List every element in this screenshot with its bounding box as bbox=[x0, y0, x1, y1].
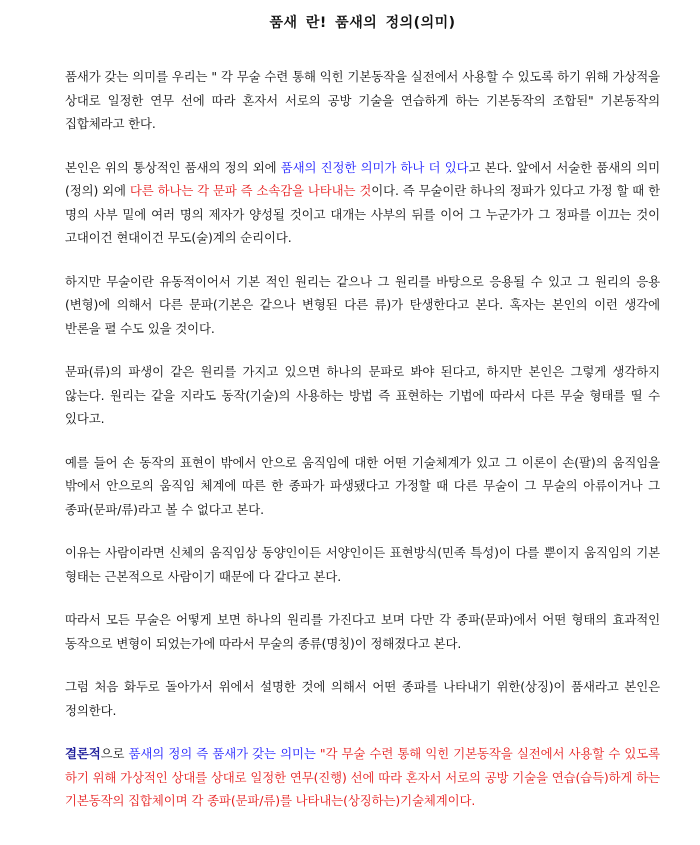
paragraph-9-conclusion bbox=[65, 742, 660, 813]
paragraph-4: 문파(류)의 파생이 같은 원리를 가지고 있으면 하나의 문파로 봐야 된다고, 하지만 본인은 그렇게 생각하지 않는다. 원리는 같을 지라도 동작(기술)의 사용하는 방법 즉 표현하는 기법에 따라서 다른 무술 형태를 띨 수 있다고. bbox=[65, 364, 660, 426]
paragraph-9-text-b: 으로 bbox=[100, 746, 129, 761]
paragraph-3: 하지만 무술이란 유동적이어서 기본 적인 원리는 같으나 그 원리를 바탕으로 응용될 수 있고 그 원리의 응용(변형)에 의해서 다른 문파(기본은 같으나 변형된 다른 류)가 탄생한다고 본다. 혹자는 본인의 이런 생각에 반론을 펼 수도 있을 것이다. bbox=[65, 273, 660, 336]
paragraph-5: 예를 들어 손 동작의 표현이 밖에서 안으로 움직임에 대한 어떤 기술체계가 있고 그 이론이 손(팔)의 움직임을 밖에서 안으로의 움직임 체계에 따른 한 종파가 파생됐다고 가정할 때 다른 무술이 그 무술의 아류이거나 그 종파(문파/류)라고 볼 수 없다고 본다. bbox=[65, 454, 660, 517]
conclusion-label: 결론적 bbox=[65, 746, 101, 761]
paragraph-7: 따라서 모든 무술은 어떻게 보면 하나의 원리를 가진다고 보며 다만 각 종파(문파)에서 어떤 형태의 효과적인 동작으로 변형이 되었는가에 따라서 무술의 종류(명칭)이 정해졌다고 본다. bbox=[65, 612, 660, 651]
paragraph-9-highlight-red: "각 무술 수련 통해 익힌 기본동작을 실전에서 사용할 수 있도록 하기 위해 가상적인 상대를 상대로 일정한 연무(진행) 선에 따라 혼자서 서로의 공방 기술을 연습(습득)하게 하는 기본동작의 집합체이며 각 종파(문파/류)를 나타내는(상징하는)기술체계이다. bbox=[65, 746, 660, 808]
paragraph-2 bbox=[65, 156, 660, 250]
paragraph-2-highlight-blue: 품새의 진정한 의미가 하나 더 있다 bbox=[280, 159, 469, 175]
paragraph-2-text-a: 본인은 위의 통상적인 품새의 정의 외에 bbox=[65, 159, 281, 175]
paragraph-9-highlight-blue: 품새의 정의 즉 품새가 갖는 의미는 bbox=[128, 746, 316, 761]
paragraph-2-highlight-red: 다른 하나는 각 문파 즉 소속감을 나타내는 것 bbox=[129, 183, 372, 198]
document-title: 품새 란! 품새의 정의(의미) bbox=[269, 15, 456, 31]
paragraph-6: 이유는 사람이라면 신체의 움직임상 동양인이든 서양인이든 표현방식(민족 특성)이 다를 뿐이지 움직임의 기본 형태는 근본적으로 사람이기 때문에 다 같다고 본다. bbox=[65, 545, 660, 584]
paragraph-1: 품새가 갖는 의미를 우리는 " 각 무술 수련 통해 익힌 기본동작을 실전에서 사용할 수 있도록 하기 위해 가상적을 상대로 일정한 연무 선에 따라 혼자서 서로의 공방 기술을 연습하게 하는 기본동작의 조합된" 기본동작의 집합체라고 한다. bbox=[65, 69, 660, 131]
paragraph-2-text-c: 고 본다. 앞에서 서술한 품새의 의미(정의) 외에 bbox=[65, 159, 660, 198]
paragraph-2-text-e: 이다. 즉 무술이란 하나의 정파가 있다고 가정 할 때 한 명의 사부 밑에 여러 명의 제자가 양성될 것이고 대개는 사부의 뒤를 이어 그 누군가가 그 정파를 이끄는 것이 고대이건 현대이건 무도(술)계의 순리이다. bbox=[65, 183, 660, 245]
paragraph-8: 그럼 처음 화두로 돌아가서 위에서 설명한 것에 의해서 어떤 종파를 나타내기 위한(상징)이 품새라고 본인은 정의한다. bbox=[65, 679, 660, 718]
